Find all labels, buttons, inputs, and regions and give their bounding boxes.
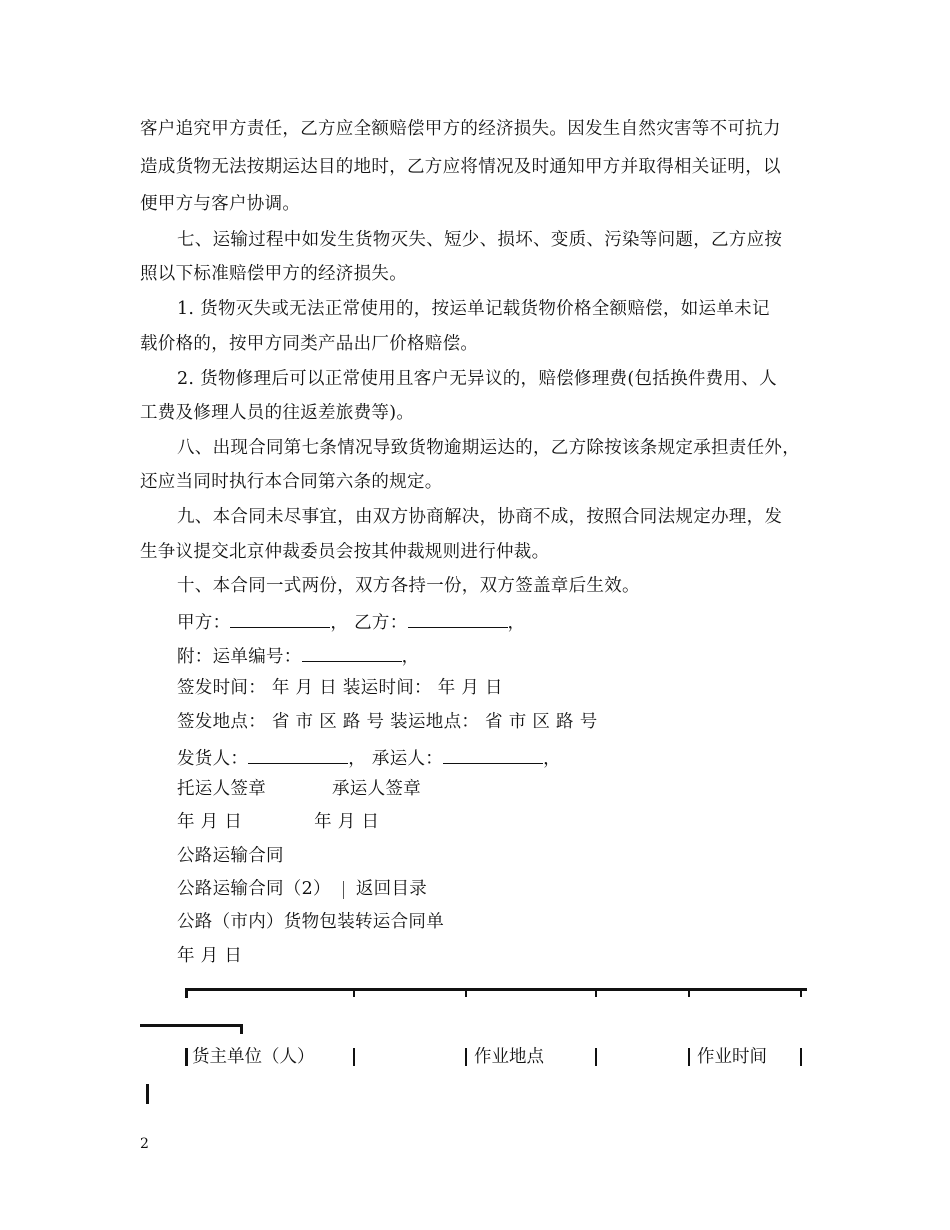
- consignor-date: 年 月 日: [177, 812, 243, 832]
- table-top-border: [185, 988, 807, 991]
- waybill-label: 附：运单编号：: [177, 647, 302, 667]
- related-links-line: [177, 877, 857, 901]
- paragraph-line: 还应当同时执行本合同第六条的规定。: [140, 472, 443, 492]
- shipper-label: 发货人：: [177, 749, 249, 769]
- paragraph-line: 照以下标准赔偿甲方的经济损失。: [140, 264, 407, 284]
- table-cell-border: [185, 1048, 188, 1066]
- clause-7: 七、运输过程中如发生货物灭失、短少、损坏、变质、污染等问题，乙方应按: [177, 230, 783, 250]
- consignor-seal-label: 托运人签章: [177, 779, 266, 799]
- table-header-time: 作业时间: [697, 1047, 767, 1067]
- issue-place-line: 签发地点： 省 市 区 路 号 装运地点： 省 市 区 路 号: [177, 712, 598, 732]
- paragraph-line: 便甲方与客户协调。: [140, 194, 301, 214]
- table-cell-border: [800, 1048, 802, 1066]
- page-number: 2: [140, 1136, 149, 1152]
- clause-8: 八、出现合同第七条情况导致货物逾期运达的，乙方除按该条规定承担责任外，: [177, 438, 800, 458]
- clause-7-1: 1. 货物灭失或无法正常使用的，按运单记载货物价格全额赔偿，如运单未记: [177, 299, 770, 319]
- separator: ，: [330, 613, 349, 633]
- shipper-blank[interactable]: [248, 745, 348, 764]
- contract-2-link[interactable]: 公路运输合同（2）: [177, 879, 331, 899]
- issue-time-line: 签发时间： 年 月 日 装运时间： 年 月 日: [177, 678, 503, 698]
- table-corner: [240, 1024, 243, 1034]
- table-tick: [688, 990, 690, 997]
- table-cell-border: [146, 1084, 149, 1104]
- paragraph-line: 造成货物无法按期运达目的地时，乙方应将情况及时通知甲方并取得相关证明，以: [140, 157, 781, 177]
- seal-line: [177, 777, 857, 801]
- separator: ，: [348, 749, 367, 769]
- party-a-label: 甲方：: [177, 613, 231, 633]
- table-corner: [185, 988, 188, 998]
- separator: ，: [401, 647, 420, 667]
- carrier-blank[interactable]: [443, 745, 543, 764]
- party-signature-line: [177, 609, 857, 635]
- table-tick: [353, 990, 355, 997]
- carrier-date: 年 月 日: [314, 812, 380, 832]
- table-wrap-border: [140, 1024, 242, 1027]
- paragraph-line: 载价格的，按甲方同类产品出厂价格赔偿。: [140, 334, 479, 354]
- table-tick: [465, 990, 467, 997]
- seal-date-line: [177, 810, 857, 834]
- link-divider: [343, 881, 344, 899]
- clause-9: 九、本合同未尽事宜，由双方协商解决，协商不成，按照合同法规定办理，发: [177, 507, 783, 527]
- paragraph-line: 工费及修理人员的往返差旅费等)。: [140, 403, 415, 423]
- waybill-line: [177, 643, 857, 669]
- contract-title-link[interactable]: 公路运输合同: [177, 846, 284, 866]
- separator: ，: [543, 749, 561, 769]
- clause-10: 十、本合同一式两份，双方各持一份，双方签盖章后生效。: [177, 576, 640, 596]
- carrier-label: 承运人：: [371, 749, 444, 769]
- table-header-location: 作业地点: [474, 1047, 544, 1067]
- party-b-label: 乙方：: [354, 613, 408, 633]
- table-cell-border: [353, 1048, 355, 1066]
- table-header-owner: 货主单位（人）: [192, 1047, 315, 1067]
- back-to-index-link[interactable]: 返回目录: [355, 879, 428, 899]
- table-cell-border: [595, 1048, 597, 1066]
- party-a-blank[interactable]: [230, 609, 330, 628]
- form-title: 公路（市内）货物包装转运合同单: [177, 912, 444, 932]
- party-b-blank[interactable]: [408, 609, 508, 628]
- separator: ，: [507, 613, 526, 633]
- form-date-line: 年 月 日: [177, 946, 243, 966]
- table-cell-border: [465, 1048, 467, 1066]
- table-tick: [800, 990, 802, 997]
- carrier-seal-label: 承运人签章: [332, 779, 421, 799]
- table-cell-border: [688, 1048, 690, 1066]
- shipper-carrier-line: [177, 745, 857, 771]
- clause-7-2: 2. 货物修理后可以正常使用且客户无异议的，赔偿修理费(包括换件费用、人: [177, 369, 777, 389]
- table-tick: [595, 990, 597, 997]
- waybill-number-blank[interactable]: [302, 643, 402, 662]
- paragraph-line: 生争议提交北京仲裁委员会按其仲裁规则进行仲裁。: [140, 542, 550, 562]
- paragraph-line: 客户追究甲方责任，乙方应全额赔偿甲方的经济损失。因发生自然灾害等不可抗力: [140, 119, 781, 139]
